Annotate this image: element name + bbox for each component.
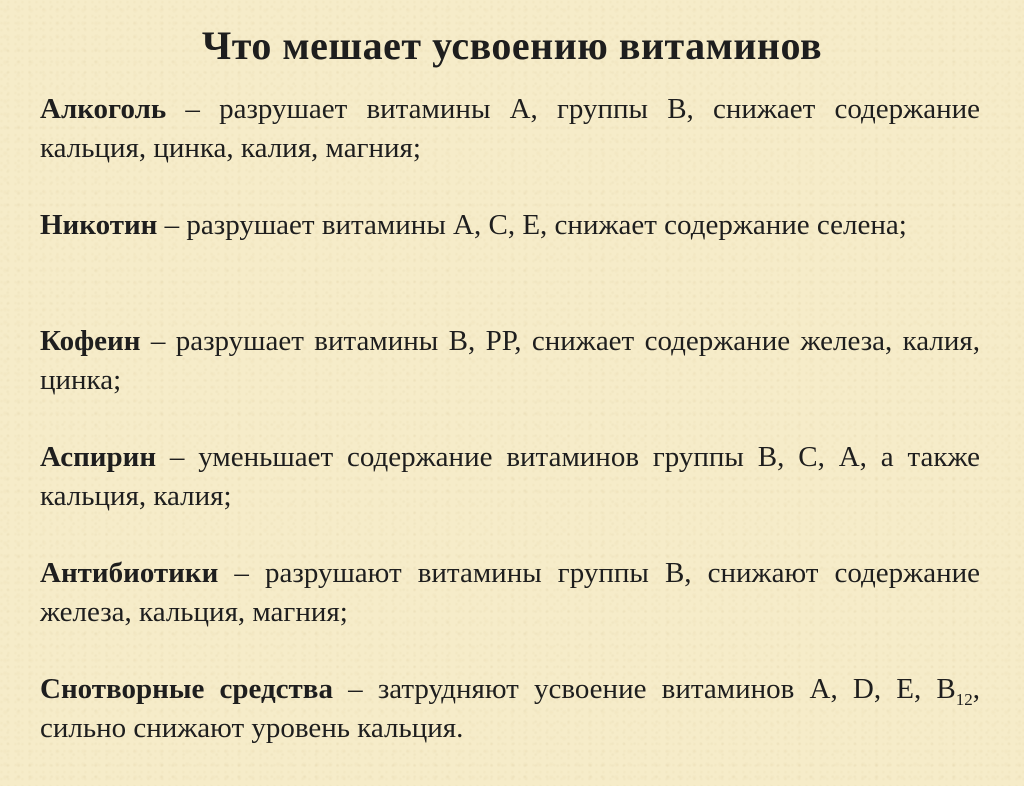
item-text: – разрушает витамины А, группы В, снижает содержание кальция, цинка, калия, магния; — [40, 93, 980, 164]
list-item-alcohol — [40, 90, 980, 168]
list-item-caffeine — [40, 322, 980, 400]
item-term: Алкоголь — [40, 93, 167, 125]
item-term: Никотин — [40, 209, 158, 241]
item-term: Кофеин — [40, 325, 141, 357]
item-text-after: , сильно снижают уровень кальция. — [40, 673, 981, 744]
item-text: – затрудняют усвоение витаминов A, D, E, B — [332, 673, 956, 705]
item-term: Аспирин — [40, 441, 157, 473]
list-item-antibiotics — [40, 554, 980, 632]
item-text: – разрушает витамины В, РР, снижает содержание железа, калия, цинка; — [40, 325, 980, 396]
item-text: – разрушает витамины А, С, Е, снижает содержание селена; — [157, 209, 907, 241]
item-subscript: 12 — [955, 689, 973, 709]
substance-list — [40, 90, 980, 786]
item-term: Антибиотики — [40, 557, 219, 589]
list-item-nicotine — [40, 206, 980, 284]
list-item-aspirin — [40, 438, 980, 516]
item-term: Снотворные средства — [40, 673, 333, 705]
item-text: – разрушают витамины группы В, снижают содержание железа, кальция, магния; — [40, 557, 980, 628]
slide-title: Что мешает усвоению витаминов — [201, 23, 823, 68]
item-text: – уменьшает содержание витаминов группы В, С, А, а также кальция, калия; — [40, 441, 980, 512]
list-item-sleeping-pills — [40, 670, 980, 748]
